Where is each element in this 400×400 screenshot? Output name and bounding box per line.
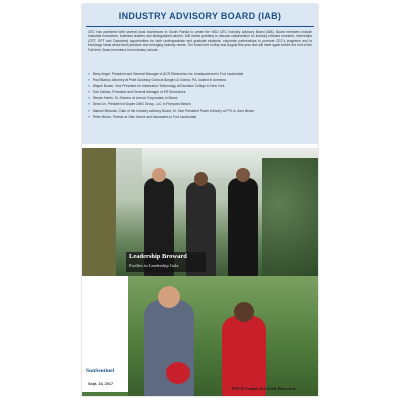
member-text: Sean Lin, President of Aspire DMO Group, LLC in Pompano Beach — [92, 102, 191, 107]
woman-head — [234, 302, 254, 322]
iab-member-list — [88, 71, 312, 120]
person-right-head — [236, 168, 250, 182]
caption-title: Leadership Broward — [129, 253, 187, 260]
person-left-head — [152, 168, 166, 182]
background-tree — [262, 158, 318, 276]
pace-caption: PACE Center for Girls Broward — [232, 386, 296, 391]
member-text: Paul Bianco, Attorney at Pratt Golobsky Gulra at Bongiro & Granco, PA, located in Aventura — [92, 78, 227, 83]
woman-figure — [222, 316, 266, 396]
member-text: Barry Angel, President and General Manager of ACR Electronics Inc. headquartered in Fort Lauderdale — [92, 72, 244, 76]
bullet-icon: » — [88, 78, 90, 83]
logo-panel — [82, 276, 128, 392]
member-text: Tom Dalhan, President and General Manager of KR Electronics — [92, 90, 186, 95]
list-item — [88, 114, 312, 120]
member-text: Steven Harris, Sr. Director at Lennar Corporation in Miami — [92, 96, 178, 101]
member-text: Wayne Brown, Vice President for Information Technology at Excelsior College in New York — [92, 84, 225, 89]
publication-date: Sept. 24, 2017 — [88, 382, 114, 386]
bullet-icon: » — [88, 96, 90, 101]
iab-intro: CEC has partnered with several local businesses in South Florida to create the NSU CEC Industry Advisory Board (IAB). Board members include industrial executives, business leaders and distinguished alumni. IAB meets quarterly to discuss collaboration on industry relevant research, internships (CPT, OPT and Capstone) opportunities for both undergraduate and graduate students, corporate partnerships to promote CEC's programs and to exchange ideas about best practices and emerging industry needs. The board met in May and August this year and will meet again before the end of the Fall term. Board members from industry include: — [88, 30, 312, 52]
bullet-icon: » — [88, 114, 90, 119]
person-right — [228, 178, 258, 276]
scene-word: Scene — [61, 195, 71, 216]
member-text: Manuel Miranda, Chair of the Industry advisory Board, Sr. Vice President Power Delivery at FPL in Juno Beach — [92, 108, 255, 113]
sun-sentinel-logo: SunSentinel — [86, 368, 115, 374]
society-word: Society — [43, 175, 63, 230]
iab-panel — [82, 4, 318, 144]
person-center-head — [194, 172, 208, 186]
bullet-icon: » — [88, 90, 90, 95]
bullet-icon: » — [88, 84, 90, 89]
iab-divider — [86, 26, 314, 27]
caption-subtitle: Profiles in Leadership Gala — [129, 263, 179, 268]
society-scene-svg — [43, 154, 113, 270]
society-scene-logo — [43, 154, 113, 270]
pace-photo — [82, 276, 318, 396]
member-text: Peter Moore, Partner at Olen Moore and Associates in Fort Lauderdale — [92, 114, 197, 119]
bow-decoration — [166, 362, 190, 384]
bullet-icon: » — [88, 108, 90, 113]
bullet-icon: » — [88, 102, 90, 107]
man-head — [158, 286, 180, 308]
bullet-icon: » — [88, 72, 90, 76]
man-figure — [144, 300, 194, 396]
iab-title: INDUSTRY ADVISORY BOARD (IAB) — [118, 11, 282, 21]
